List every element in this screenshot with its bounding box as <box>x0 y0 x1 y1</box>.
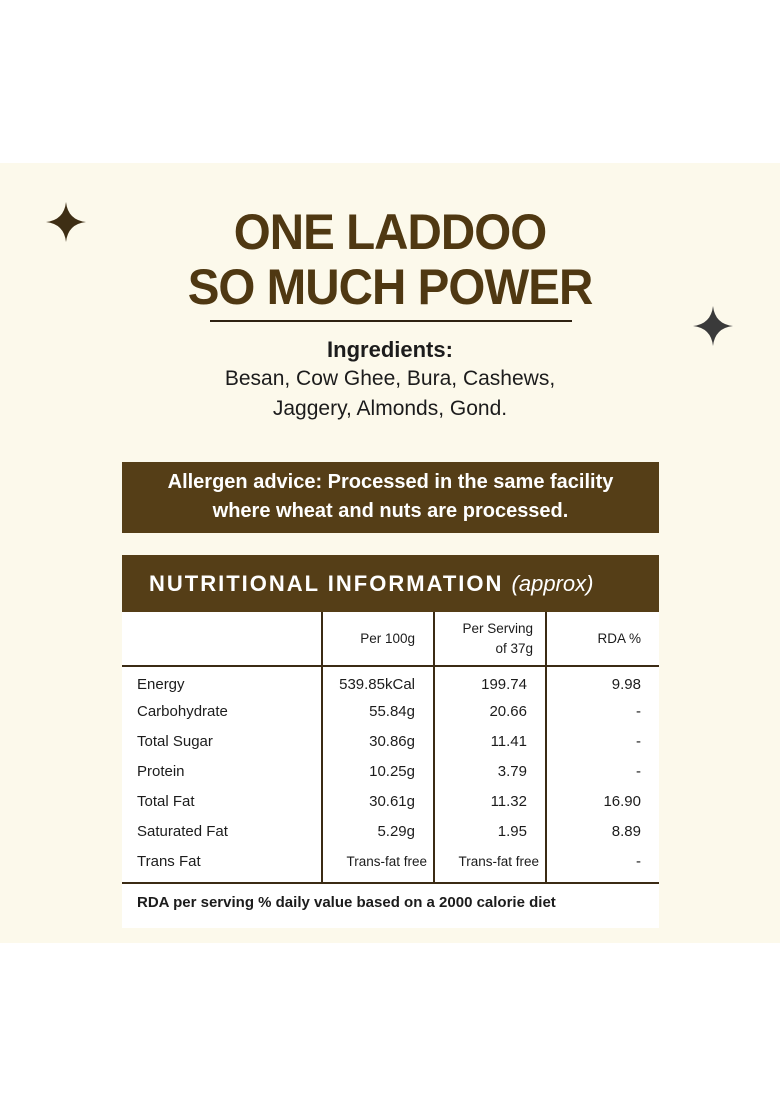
column-header: Per Serving of 37g <box>434 612 546 666</box>
table-cell: Trans-fat free <box>434 846 546 882</box>
table-cell: Total Sugar <box>137 732 213 750</box>
table-header-row <box>122 612 659 666</box>
column-header: RDA % <box>546 612 659 666</box>
table-cell: - <box>546 696 659 726</box>
title-line-2: SO MUCH POWER <box>187 259 593 315</box>
table-row <box>122 696 659 726</box>
nutrition-heading-text: NUTRITIONAL INFORMATION <box>149 571 504 596</box>
table-cell: 8.89 <box>546 816 659 846</box>
nutrition-heading <box>122 555 659 612</box>
table-cell: 30.86g <box>322 726 434 756</box>
table-cell: 20.66 <box>434 696 546 726</box>
footnote: RDA per serving % daily value based on a 2000 calorie diet <box>122 882 659 922</box>
table-cell: 10.25g <box>322 756 434 786</box>
table-cell: 55.84g <box>322 696 434 726</box>
allergen-line-1: Allergen advice: Processed in the same facility <box>167 471 614 493</box>
table-cell: Protein <box>137 762 185 780</box>
table-cell: 199.74 <box>434 666 546 696</box>
table-cell: 5.29g <box>322 816 434 846</box>
allergen-line-2: where wheat and nuts are processed. <box>212 500 569 522</box>
table-cell: 9.98 <box>546 666 659 696</box>
table-row <box>122 756 659 786</box>
divider <box>210 320 572 322</box>
column-header: Per 100g <box>322 612 434 666</box>
table-cell: Total Fat <box>137 792 195 810</box>
allergen-banner <box>122 462 659 533</box>
table-cell: Saturated Fat <box>137 822 228 840</box>
table-cell: - <box>546 726 659 756</box>
table-cell: 1.95 <box>434 816 546 846</box>
table-row <box>122 666 659 696</box>
table-cell: 16.90 <box>546 786 659 816</box>
table-row <box>122 726 659 756</box>
table-cell: - <box>546 846 659 882</box>
table-row <box>122 816 659 846</box>
title-line-1: ONE LADDOO <box>233 204 547 260</box>
table-cell: - <box>546 756 659 786</box>
ingredients-line-1: Besan, Cow Ghee, Bura, Cashews, <box>224 367 556 390</box>
nutrition-heading-note: (approx) <box>511 571 594 596</box>
column-header <box>122 612 322 666</box>
nutrition-table <box>122 555 659 928</box>
table-cell: 11.32 <box>434 786 546 816</box>
ingredients-heading: Ingredients: <box>327 337 453 362</box>
nutrition-grid <box>122 612 659 882</box>
table-row <box>122 846 659 882</box>
table-row <box>122 786 659 816</box>
ingredients-line-2: Jaggery, Almonds, Gond. <box>272 397 508 420</box>
table-cell: 3.79 <box>434 756 546 786</box>
table-cell: 539.85kCal <box>322 666 434 696</box>
table-cell: 30.61g <box>322 786 434 816</box>
table-cell: Energy <box>137 676 185 693</box>
table-cell: 11.41 <box>434 726 546 756</box>
table-cell: Carbohydrate <box>137 702 228 720</box>
table-cell: Trans Fat <box>137 852 201 870</box>
table-cell: Trans-fat free <box>322 846 434 882</box>
